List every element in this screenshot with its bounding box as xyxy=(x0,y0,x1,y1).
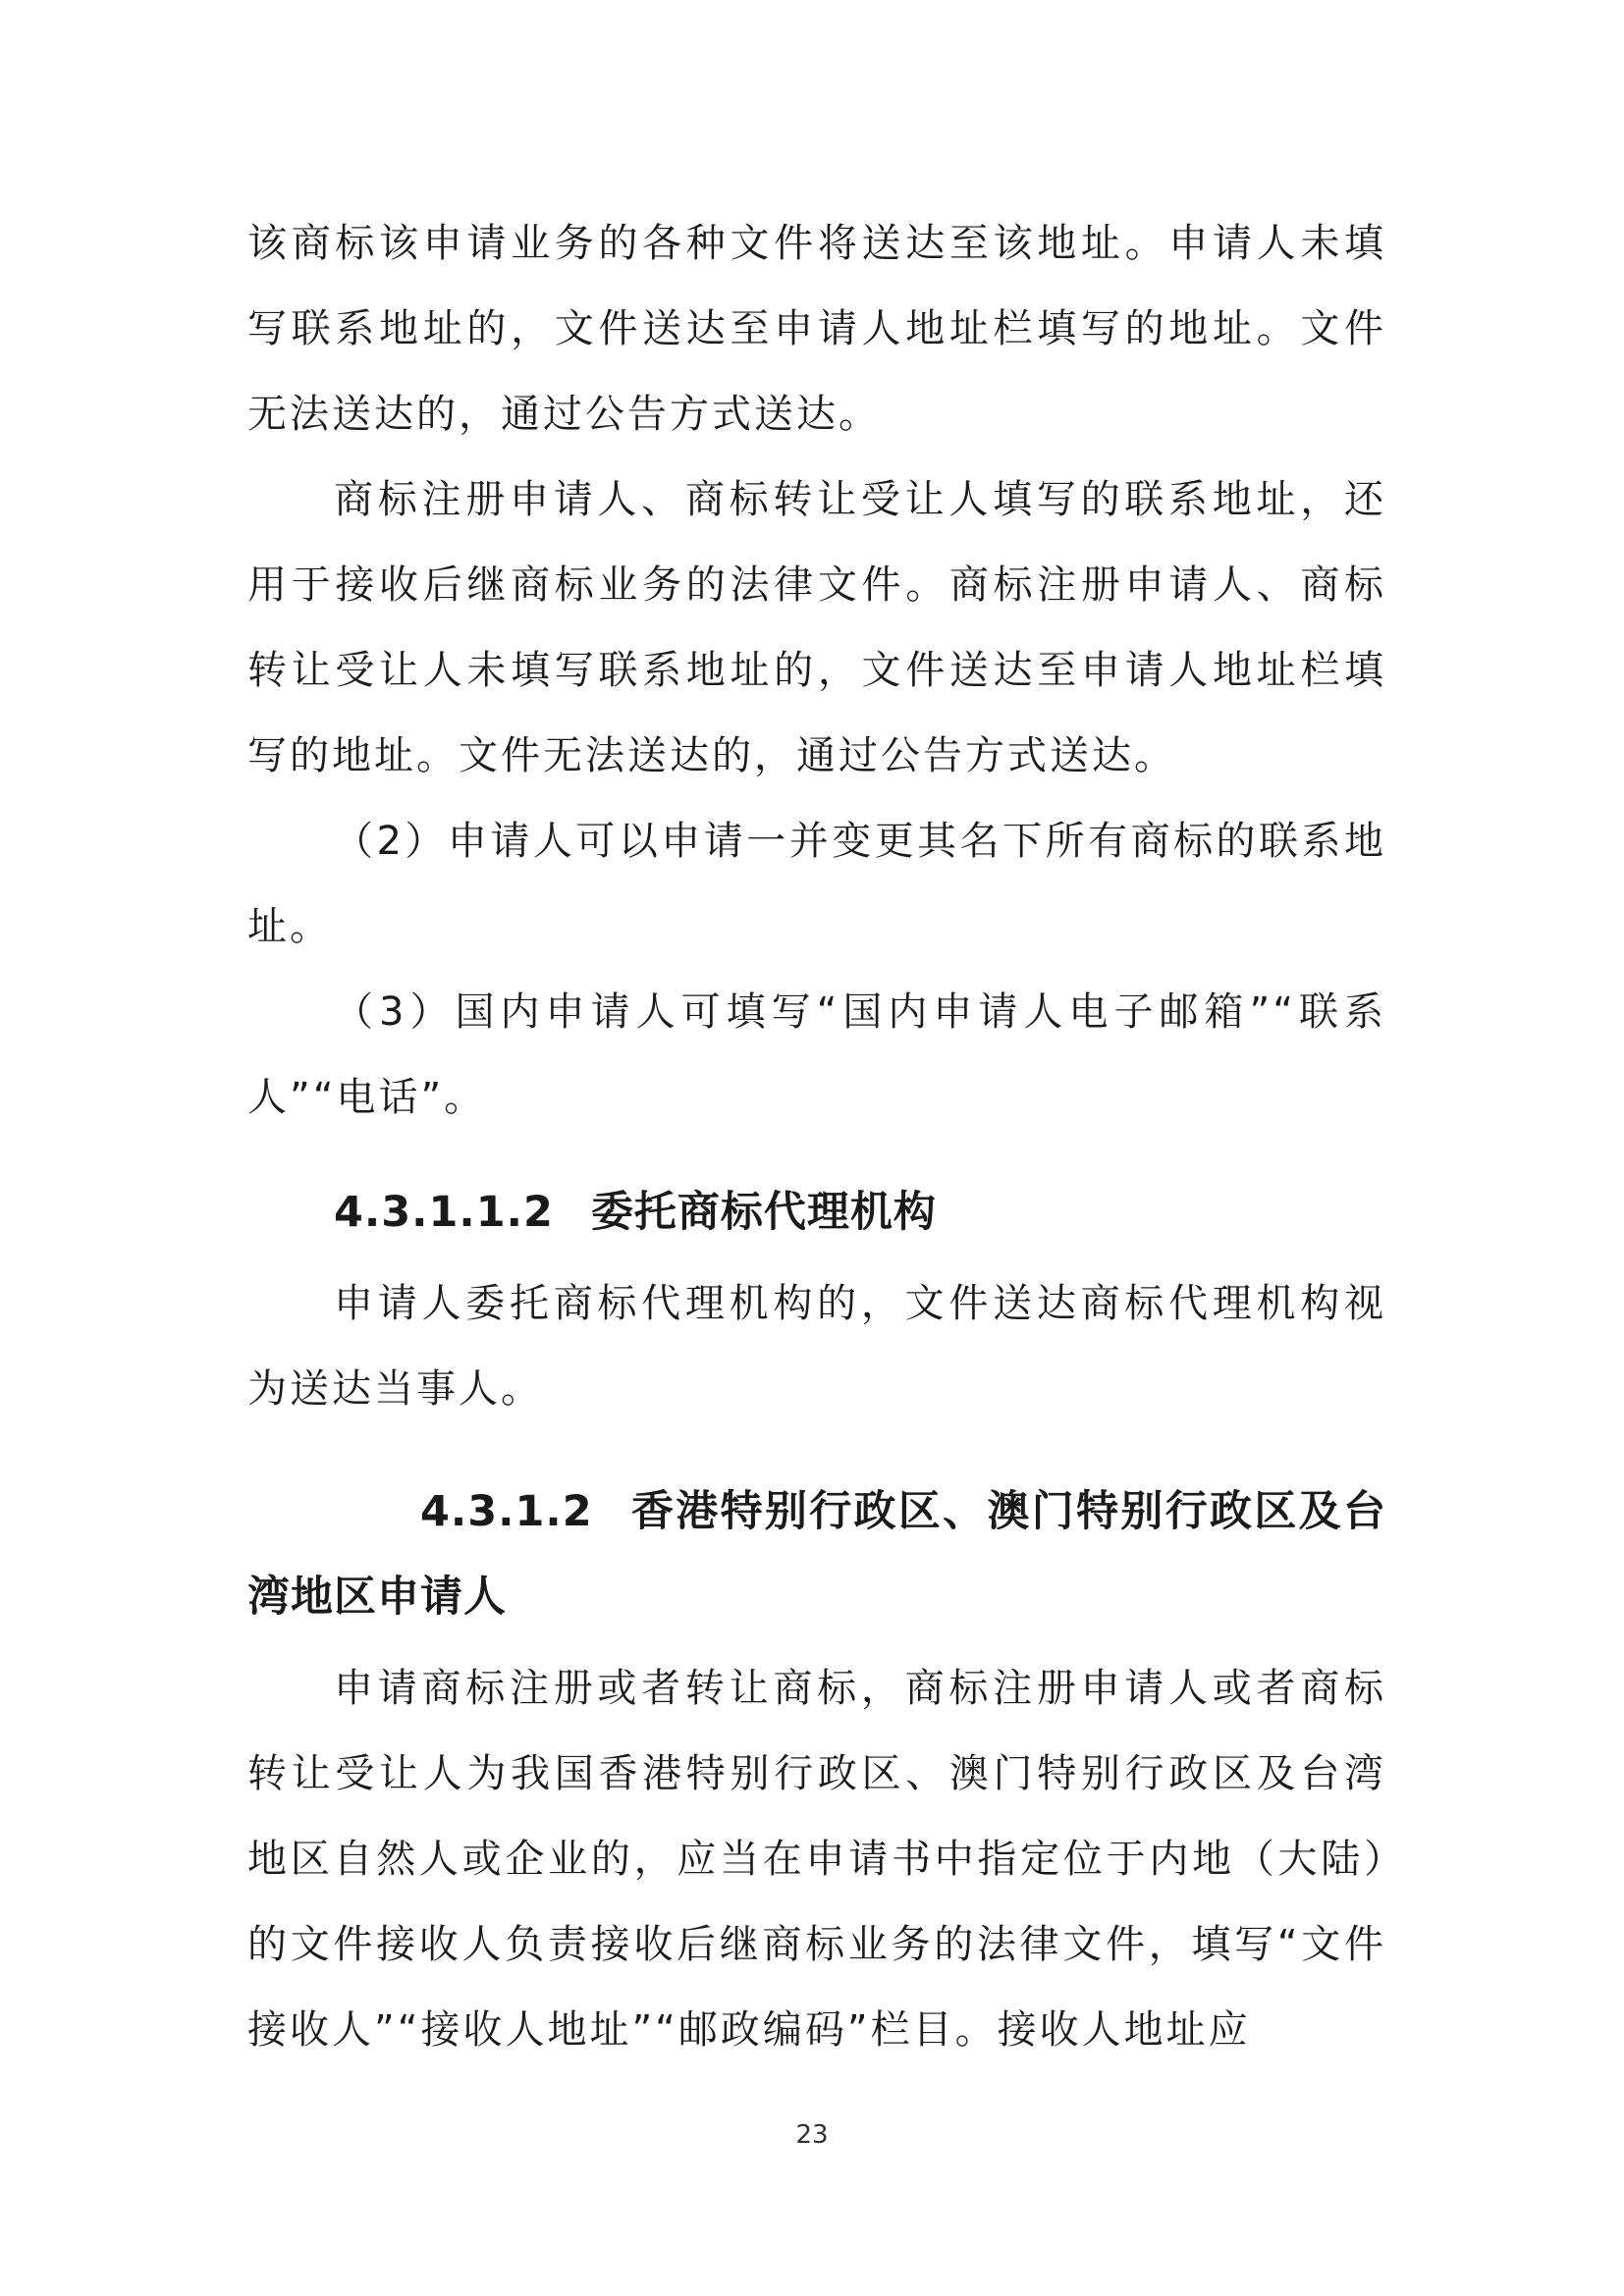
paragraph-item-3: （3）国内申请人可填写“国内申请人电子邮箱”“联系人”“电话”。 xyxy=(247,989,1386,1120)
section-number: 4.3.1.2 xyxy=(420,1487,593,1536)
paragraph-item-2: （2）申请人可以申请一并变更其名下所有商标的联系地址。 xyxy=(247,819,1386,949)
section-title: 香港特别行政区、澳门特别行政区及台湾地区申请人 xyxy=(247,1487,1386,1622)
page-number: 23 xyxy=(795,2120,829,2150)
section-heading-4-3-1-1-2 xyxy=(247,1170,1386,1255)
section-heading-4-3-1-2 xyxy=(247,1469,1386,1640)
paragraph-contact-address: 商标注册申请人、商标转让受让人填写的联系地址，还用于接收后继商标业务的法律文件。商标注册申请人、商标转让受让人未填写联系地址的，文件送达至申请人地址栏填写的地址。文件无法送达的，通过公告方式送达。 xyxy=(247,477,1386,778)
paragraph-agency: 申请人委托商标代理机构的，文件送达商标代理机构视为送达当事人。 xyxy=(247,1281,1386,1412)
page-body xyxy=(247,201,1386,2073)
section-number: 4.3.1.1.2 xyxy=(334,1188,554,1237)
paragraph-hk-macau-taiwan: 申请商标注册或者转让商标，商标注册申请人或者商标转让受让人为我国香港特别行政区、澳门特别行政区及台湾地区自然人或企业的，应当在申请书中指定位于内地（大陆）的文件接收人负责接收后继商标业务的法律文件，填写“文件接收人”“接收人地址”“邮政编码”栏目。接收人地址应 xyxy=(247,1666,1386,2053)
section-title: 委托商标代理机构 xyxy=(590,1188,937,1237)
paragraph-continued: 该商标该申请业务的各种文件将送达至该地址。申请人未填写联系地址的，文件送达至申请人地址栏填写的地址。文件无法送达的，通过公告方式送达。 xyxy=(247,221,1386,437)
